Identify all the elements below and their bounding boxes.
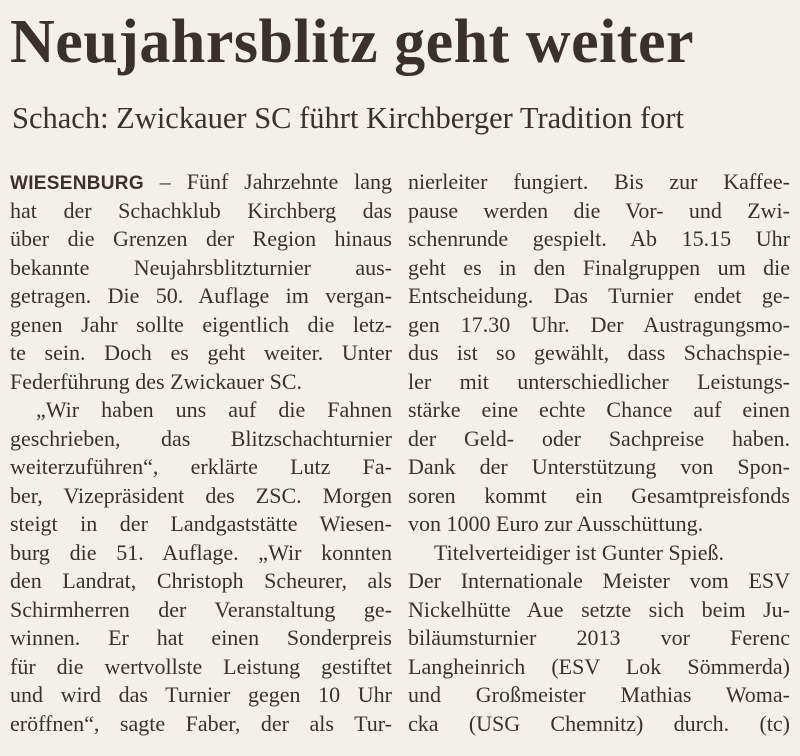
article-line: ler mit unterschiedlicher Leistungs-	[408, 368, 790, 394]
article-line: über die Grenzen der Region hinaus	[10, 226, 392, 251]
headline: Neujahrsblitz geht weiter	[10, 8, 694, 76]
article-line: cka (USG Chemnitz) durch. (tc)	[408, 710, 790, 736]
article-line: Dank der Unterstützung von Spon-	[408, 454, 790, 479]
article-line: für die wertvollste Leistung gestiftet	[10, 653, 392, 679]
article-line: Der Internationale Meister vom ESV	[408, 568, 790, 593]
article-line: stärke eine echte Chance auf einen	[408, 397, 790, 422]
article-line: gen 17.30 Uhr. Der Austragungsmo-	[408, 311, 790, 337]
article-line: steigt in der Landgaststätte Wiesen-	[10, 511, 392, 536]
article-column-2	[408, 168, 790, 738]
article-line: eröffnen“, sagte Faber, der als Tur-	[10, 710, 392, 736]
article-line: bekannte Neujahrsblitzturnier aus-	[10, 254, 392, 280]
article-line: von 1000 Euro zur Ausschüttung.	[408, 511, 704, 536]
article-line: dus ist so gewählt, dass Schachspie-	[408, 340, 790, 365]
article-line: geschrieben, das Blitzschachturnier	[10, 425, 392, 451]
article-line: Langheinrich (ESV Lok Sömmerda)	[408, 653, 790, 679]
article-line: hat der Schachklub Kirchberg das	[10, 197, 392, 223]
article-line: getragen. Die 50. Auflage im vergan-	[10, 283, 392, 308]
article-line: den Landrat, Christoph Scheurer, als	[10, 568, 392, 593]
article-line: Federführung des Zwickauer SC.	[10, 368, 303, 394]
article-line: Nickelhütte Aue setzte sich beim Ju-	[408, 596, 790, 622]
article-column-1	[10, 168, 392, 738]
article-line: geht es in den Finalgruppen um die	[408, 254, 790, 280]
article-line: biläumsturnier 2013 vor Ferenc	[408, 625, 790, 650]
article-line	[10, 168, 392, 197]
subtitle: Schach: Zwickauer SC führt Kirchberger Tradition fort	[12, 101, 684, 135]
article-line: genen Jahr sollte eigentlich die letz-	[10, 311, 392, 337]
dateline: WIESENBURG	[10, 173, 144, 194]
article-line: Entscheidung. Das Turnier endet ge-	[408, 283, 790, 308]
article-line-text: – Fünf Jahrzehnte lang	[143, 169, 392, 194]
article-line: ber, Vizepräsident des ZSC. Morgen	[10, 482, 392, 508]
article-line: soren kommt ein Gesamtpreisfonds	[408, 482, 790, 508]
article-line: nierleiter fungiert. Bis zur Kaffee-	[408, 169, 790, 194]
article-line: winnen. Er hat einen Sonderpreis	[10, 625, 392, 650]
article-line: der Geld- oder Sachpreise haben.	[408, 425, 790, 451]
article-line: Titelverteidiger ist Gunter Spieß.	[434, 539, 725, 565]
article-line: und Großmeister Mathias Woma-	[408, 682, 790, 707]
article-line: und wird das Turnier gegen 10 Uhr	[10, 682, 392, 707]
article-line: schenrunde gespielt. Ab 15.15 Uhr	[408, 226, 790, 251]
article-line: pause werden die Vor- und Zwi-	[408, 197, 790, 223]
article-line: Schirmherren der Veranstaltung ge-	[10, 596, 392, 622]
article-line: burg die 51. Auflage. „Wir konnten	[10, 539, 392, 565]
article-line: te sein. Doch es geht weiter. Unter	[10, 340, 392, 365]
article-line: „Wir haben uns auf die Fahnen	[36, 397, 392, 422]
article-line: weiterzuführen“, erklärte Lutz Fa-	[10, 454, 392, 479]
